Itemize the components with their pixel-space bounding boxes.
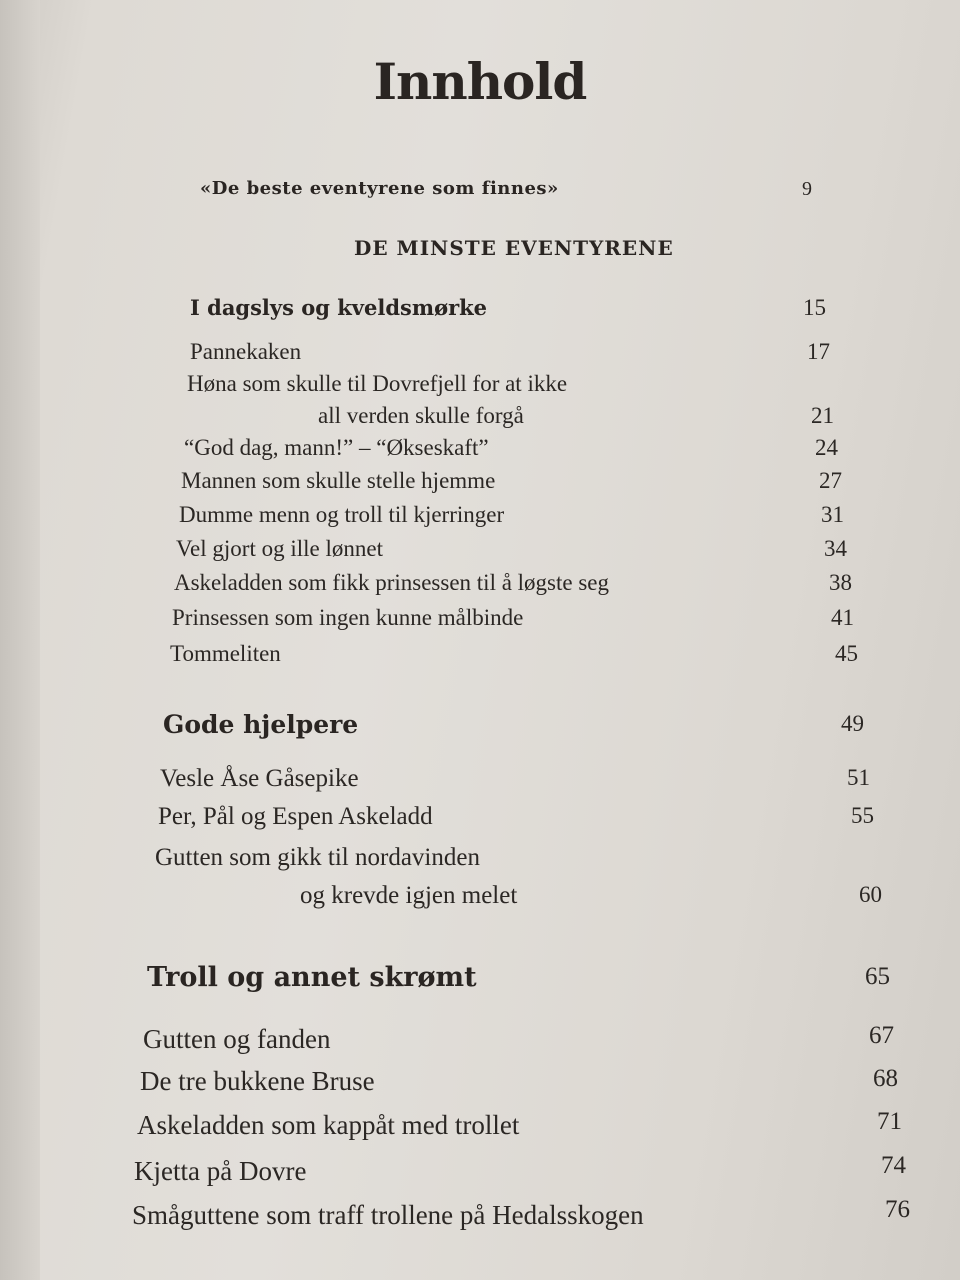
- section-heading: I dagslys og kveldsmørke: [190, 295, 488, 320]
- facing-page-edge: [0, 0, 40, 1280]
- toc-entry-page: 55: [851, 803, 874, 828]
- toc-entry-page: 38: [829, 570, 852, 595]
- toc-entry-page: 76: [885, 1196, 910, 1223]
- toc-entry-page: 51: [847, 765, 870, 790]
- toc-entry: Askeladden som kappåt med trollet: [137, 1110, 520, 1140]
- section-heading: Gode hjelpere: [163, 710, 359, 739]
- section-page: 15: [803, 295, 826, 320]
- toc-entry: “God dag, mann!” – “Økseskaft”: [184, 435, 489, 460]
- toc-entry-page: 27: [819, 468, 842, 493]
- toc-entry: Kjetta på Dovre: [134, 1156, 307, 1186]
- toc-entry: Mannen som skulle stelle hjemme: [181, 468, 496, 493]
- toc-entry-page: 68: [873, 1065, 898, 1092]
- toc-entry: Prinsessen som ingen kunne målbinde: [172, 605, 524, 630]
- toc-entry-page: 71: [877, 1108, 902, 1135]
- toc-entry: Dumme menn og troll til kjerringer: [179, 502, 505, 527]
- toc-entry: Pannekaken: [190, 339, 302, 364]
- toc-entry-page: 24: [815, 435, 838, 460]
- toc-entry: Askeladden som fikk prinsessen til å løgste seg: [174, 570, 610, 595]
- toc-entry-page: 74: [881, 1152, 906, 1179]
- toc-entry: Gutten som gikk til nordavinden: [155, 844, 480, 871]
- intro-title: «De beste eventyrene som finnes»: [200, 178, 559, 199]
- toc-entry-page: 17: [807, 339, 830, 364]
- section-page: 49: [841, 711, 864, 736]
- toc-entry: De tre bukkene Bruse: [140, 1066, 375, 1096]
- toc-entry: Høna som skulle til Dovrefjell for at ikke: [187, 371, 568, 396]
- toc-entry: Per, Pål og Espen Askeladd: [158, 803, 433, 830]
- toc-entry: Tommeliten: [170, 641, 281, 666]
- toc-entry-continuation: all verden skulle forgå: [318, 403, 524, 428]
- toc-entry-page: 21: [811, 403, 834, 428]
- toc-entry: Vesle Åse Gåsepike: [160, 765, 359, 792]
- page-title: Innhold: [373, 52, 587, 111]
- toc-entry-continuation: og krevde igjen melet: [300, 882, 518, 909]
- section-heading: Troll og annet skrømt: [147, 962, 477, 993]
- toc-entry-page: 45: [835, 641, 858, 666]
- toc-entry: Vel gjort og ille lønnet: [176, 536, 383, 561]
- toc-entry-page: 34: [824, 536, 847, 561]
- toc-entry-page: 67: [869, 1022, 894, 1049]
- toc-entry: Gutten og fanden: [143, 1024, 331, 1054]
- toc-entry: Småguttene som traff trollene på Hedalsskogen: [132, 1200, 644, 1230]
- section-page: 65: [865, 963, 890, 990]
- intro-page: 9: [802, 178, 812, 200]
- toc-entry-page: 41: [831, 605, 854, 630]
- part-heading: DE MINSTE EVENTYRENE: [354, 236, 674, 260]
- toc-entry-page: 60: [859, 882, 882, 907]
- toc-entry-page: 31: [821, 502, 844, 527]
